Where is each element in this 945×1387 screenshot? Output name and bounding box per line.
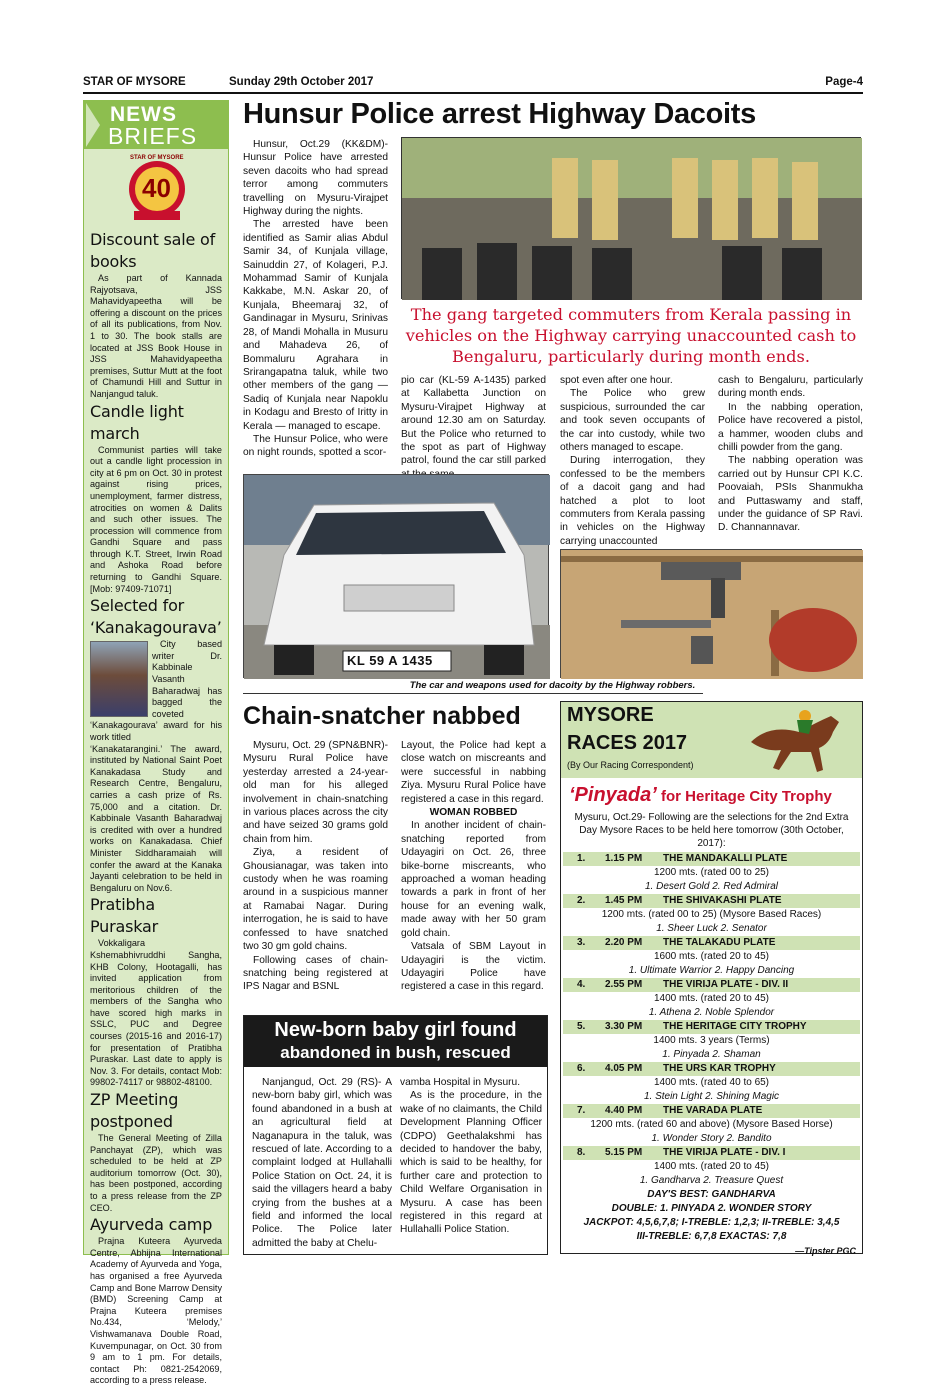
brief-title: ZP Meeting postponed [90,1090,179,1132]
brief-discount-sale [90,229,222,401]
chain-column-1: Mysuru, Oct. 29 (SPN&BNR)- Mysuru Rural Police have yesterday arrested a 24-year-old man for his alleged involvement in chain-snatching in various places across the city and have seized 30 grams gold chain from him. Ziya, a resident of Ghousianagar, was taken into custody when he was roaming around in a suspicious manner at Ramabai Nagar. During interrogation, he is said to have confessed to have snatched two 30 gm gold chains. Following cases of chain-snatching being registered at IPS Nagar and BSNL [243,740,388,993]
photo-caption: The car and weapons used for dacoity by the Highway robbers. [409,680,696,691]
arrested-gang-photo [401,137,861,299]
brief-title: Pratibha Puraskar [90,895,158,937]
tip-trophy-name: for Heritage City Trophy [656,788,832,805]
scorpio-car-photo [243,474,549,678]
race-entry: 2. 1.45 PM THE SHIVAKASHI PLATE 1200 mts. (rated 00 to 25) (Mysore Based Races) 1. Sheer Luck 2. Senator [563,894,860,936]
race-entry: 6. 4.05 PM THE URS KAR TROPHY 1400 mts. (rated 40 to 65) 1. Stein Light 2. Shining Magic [563,1062,860,1104]
race-entry: 8. 5.15 PM THE VIRIJA PLATE - DIV. I 1400 mts. (rated 20 to 45) 1. Gandharva 2. Treasure Quest [563,1146,860,1188]
weapons-image [561,550,863,679]
mysore-races-box [560,701,863,1254]
races-byline: (By Our Racing Correspondent) [567,760,694,770]
brief-body: Communist parties will take out a candle light procession in city at 6 pm on Oct. 30 in protest against rising prices, unemployment, farmer distress, atrocities on women & Dalits and such other issues. The procession will commence from Gandhi Square and pass through K.T. Street, Irwin Road and Ashoka Road before returning to Gandhi Square. [Mob: 97409-71071] [90,444,222,594]
lead-column-3: spot even after one hour. The Police who grew suspicious, surrounded the car and took seven occupants of the car into custody, while two others managed to escape. During interrogation, they confessed to be the members of a dacoit gang and had hatched a plot to loot commuters from Kerala passing in vehicles on the Highway carrying unaccounted [560,375,705,547]
tip-horse-name: ‘Pinyada’ [569,784,657,806]
treble-pick: III-TREBLE: 6,7,8 EXACTAS: 7,8 [636,1231,787,1242]
brief-body: Vokkaligara Kshemabhivruddhi Sangha, KHB Colony, Hootagalli, has invited application from meritorious children of the members of the Sangha who have scored high marks in SSLC, PUC and Degree courses (2015-16 and 2016-17) for presentation of Pratibha Puraskar. Last date to apply is Nov. 3. For details, contact Mob: 99802-74117 or 98802-48100. [90,938,222,1088]
race-tip-headline [561,778,862,807]
lead-pullquote: The gang targeted commuters from Kerala passing in vehicles on the Highway carrying unaccounted cash to Bengaluru, particularly during month ends. [405,305,857,366]
races-title-2: RACES 2017 [567,732,688,754]
lead-column-4: cash to Bengaluru, particularly during month ends. In the nabbing operation, Police have recovered a pistol, a hammer, wooden clubs and chilli powder from the gang. The nabbing operation was carried out by Hunsur CPI K.C. Poovaiah, PSIs Shanmukha and Puttaswamy and staff, under the guidance of SP Ravi. D. Channannavar. [718,375,863,534]
banner-news: NEWS [110,103,177,126]
page-number: Page-4 [825,76,863,88]
tipster-credit: —Tipster PGC [795,1246,856,1256]
banner-arrow-icon [86,103,106,147]
masthead [83,74,863,94]
races-intro: Mysuru, Oct.29- Following are the selections for the 2nd Extra Day Mysore Races to be held here tomorrow (30th October, 2017): [574,812,849,849]
caption-rule [243,693,703,694]
race-entry: 4. 2.55 PM THE VIRIJA PLATE - DIV. II 1400 mts. (rated 20 to 45) 1. Athena 2. Noble Splendor [563,978,860,1020]
brief-title: Candle light march [90,401,184,443]
days-best: DAY'S BEST: GANDHARVA [647,1189,776,1200]
brief-body: City based writer Dr. Kabbinale Vasanth Baharadwaj has bagged the coveted ‘Kanakagourava’ award for his work titled ‘Kanakatarangini.’ The award, instituted by National Saint Poet Kanakadasa Study and Research Centre, Bengaluru, carries a cash prize of Rs. 75,000 and a citation. Dr. Kabbinale Vasanth Baharadwaj is credited with over a hundred works on Kanakadasa. Chief Minister Siddharamaiah will confer the award at the Kanaka Jayanti celebration to be held in Bengaluru on Nov.6. [90,639,222,893]
news-briefs-banner [84,101,228,149]
brief-title: Selected for ‘Kanakagourava’ [90,596,222,638]
lead-column-2: pio car (KL-59 A-1435) parked at Kallabetta Junction on Mysuru-Virajpet Highway at around 12.30 am on Saturday. But the Police who returned to the spot as part of Highway patrol, found the car still parked [401,375,546,467]
races-banner [561,702,862,778]
number-plate: KL 59 A 1435 [347,653,433,668]
writer-portrait [90,641,148,717]
baby-story-box [243,1015,548,1255]
brief-body: The General Meeting of Zilla Panchayat (ZP), which was scheduled to be held at ZP auditorium tomorrow (Oct. 30), has been postponed, according to a press release from the ZP CEO. [90,1133,222,1213]
racehorse-icon [739,702,859,778]
jackpot-pick: JACKPOT: 4,5,6,7,8; I-TREBLE: 1,2,3; II-TREBLE: 3,4,5 [583,1217,840,1228]
baby-headline-banner [244,1016,547,1067]
news-briefs-sidebar [83,100,229,1386]
baby-headline-1: New-born baby girl found [274,1019,517,1041]
logo-number: 40 [142,173,171,203]
race-entry: 1. 1.15 PM THE MANDAKALLI PLATE 1200 mts. (rated 00 to 25) 1. Desert Gold 2. Red Admiral [563,852,860,894]
chain-headline: Chain-snatcher nabbed [243,702,521,730]
chain-subhead: WOMAN ROBBED [429,807,518,819]
race-card [561,852,862,1258]
baby-column-2: vamba Hospital in Mysuru. As is the procedure, in the wake of no claimants, the Child Development Planning Officer (CDPO) Geethalakshmi has decided to handover the baby, which is said to be healthy, for further care and protection to Child Welfare Organisation in Mysuru. A case has been registered in this regard at Hullahalli Police Station. [400,1077,542,1236]
paper-name: STAR OF MYSORE [83,76,186,88]
lead-headline: Hunsur Police arrest Highway Dacoits [243,98,756,130]
banner-briefs: BRIEFS [108,123,198,149]
race-entry: 5. 3.30 PM THE HERITAGE CITY TROPHY 1400 mts. 3 years (Terms) 1. Pinyada 2. Shaman [563,1020,860,1062]
brief-title: Ayurveda camp [90,1215,213,1235]
baby-column-1: Nanjangud, Oct. 29 (RS)- A new-born baby girl, which was found abandoned in a bush at an agricultural field at Naganapura in the taluk, was rescued of late. According to a complaint lodged at Hullahalli Police Station on Oct. 24, it is said the villagers heard a baby crying from the bushes at a field and informed the local Police. The Police later admitted the baby at Chelu- [252,1077,392,1249]
weapons-photo [560,549,862,678]
brief-body: Prajna Kuteera Ayurveda Centre, Abhijna International Academy of Ayurveda and Yoga, has organised a free Ayurveda Camp and Bone Marrow Density (BMD) Screening Camp at Prajna Kuteera premises No.434, ‘Melody,’ Vishwamanava Double Road, Kuvempunagar, on Oct. 30 from 9 am to 1 pm. For details, contact Ph: 0821-2542069, according to a press release. [90,1236,222,1386]
brief-candle-light-march [90,401,222,596]
brief-title: Discount sale of books [90,230,216,271]
race-entry: 7. 4.40 PM THE VARADA PLATE 1200 mts. (rated 60 and above) (Mysore Based Horse) 1. Wonder Story 2. Bandito [563,1104,860,1146]
brief-body: As part of Kannada Rajyotsava, JSS Mahavidyapeetha will be offering a discount on the prices of all its publications, from Nov. 1 to 30. The book stalls are located at JSS Book House in JSS Mahavidyapeetha premises, Suttur Mutt at the foot of Chamundi Hill and Suttur in Nanjangud taluk. [90,273,222,399]
baby-headline-2: abandoned in bush, rescued [280,1043,511,1062]
briefs-list [90,229,222,1387]
brief-zp-meeting [90,1089,222,1214]
anniversary-logo [124,155,190,225]
chain-column-2: Layout, the Police had kept a close watch on miscreants and were successful in nabbing Ziya. Mysuru Rural Police have registered a case in this regard. WOMAN ROBBED In another incident of chain-snatching reported from Udayagiri on Oct. 26, three bike-borne miscreants, who approached a woman heading towards a park in front of her house for an evening walk, made away with her 50 gram gold chain. Vatsala of SBM Layout in Udayagiri is the victim. Udayagiri Police have registered a case in this regard. [401,740,546,993]
brief-pratibha-puraskar [90,894,222,1089]
police-group-image [402,138,862,300]
car-image [244,475,550,679]
races-title-1: MYSORE [567,704,654,726]
double-pick: DOUBLE: 1. PINYADA 2. WONDER STORY [611,1203,812,1214]
brief-ayurveda-camp [90,1214,222,1387]
logo-top-text: STAR OF MYSORE [130,155,184,161]
brief-kanakagourava [90,595,222,894]
lead-column-1: Hunsur, Oct.29 (KK&DM)- Hunsur Police have arrested seven dacoits who had spread terror among commuters travelling on Mysuru-Virajpet Highway during the nights. The arrested have been identified as Samir alias Abdul Samir 34, of Kunjala village, Sainuddin 27, of Kolageri, P.J. Mohammad Samir of Kunjala Kakkabe, M.N. Askar 20, of Kunjala, Bheemaraj 32, of Gandinagar in Mysuru, Srinivas 28, of Mandi Mohalla in Musuru and Mahadeva 26, of Bommaluru Agrahara in Srirangapatna taluk, while two other members of the gang — Sadiq of Kunjala near Napoklu in Kodagu and Bresto of Iritty in Kerala — managed to escape. The Hunsur Police, who were on night rounds, spotted a scor- [243,139,388,459]
race-entry: 3. 2.20 PM THE TALAKADU PLATE 1600 mts. (rated 20 to 45) 1. Ultimate Warrior 2. Happy Dancing [563,936,860,978]
issue-date: Sunday 29th October 2017 [229,76,374,88]
